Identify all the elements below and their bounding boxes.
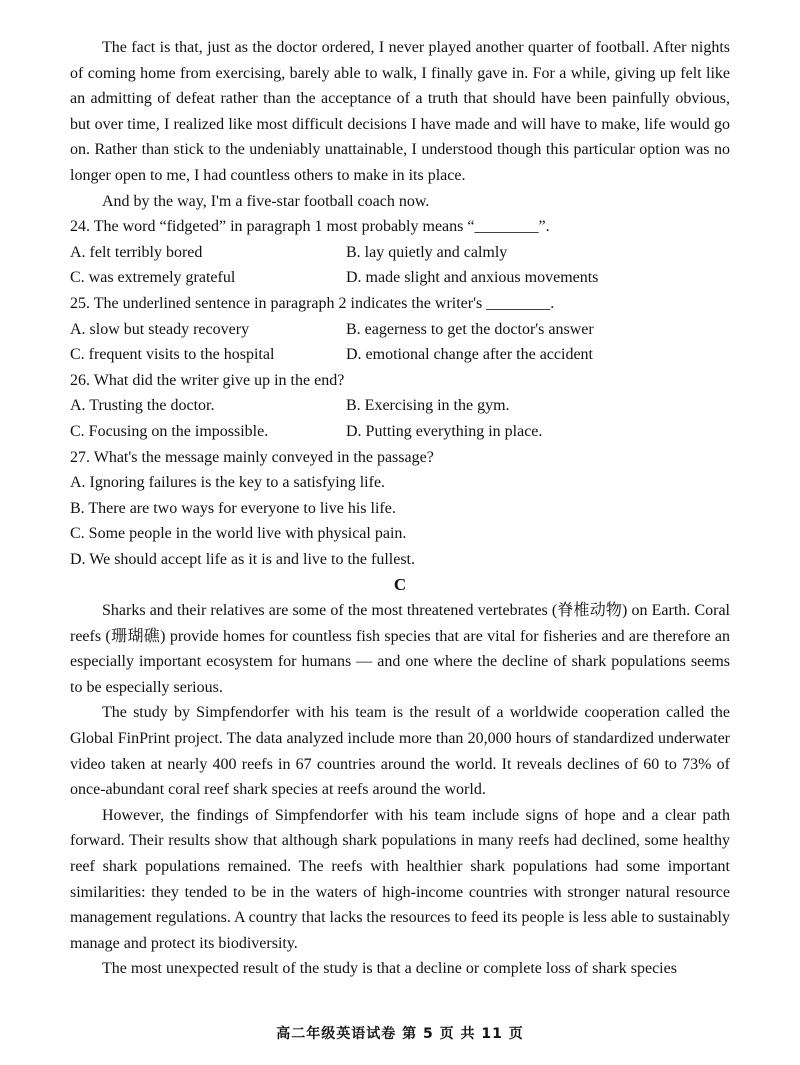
page-footer: 高二年级英语试卷 第 5 页 共 11 页 bbox=[276, 1026, 524, 1042]
question-24 bbox=[70, 214, 730, 291]
question-stem: 25. The underlined sentence in paragraph 2 indicates the writer's ________. bbox=[70, 294, 555, 312]
option-a: A. felt terribly bored bbox=[70, 243, 203, 261]
option-a: A. Ignoring failures is the key to a satisfying life. bbox=[70, 474, 386, 492]
option-b: B. eagerness to get the doctor's answer bbox=[346, 320, 594, 338]
option-d: D. We should accept life as it is and live to the fullest. bbox=[70, 550, 415, 568]
section-heading: C bbox=[393, 575, 407, 595]
passage-b-paragraph: And by the way, I'm a five-star football coach now. bbox=[102, 192, 430, 210]
passage-c-paragraph: The most unexpected result of the study is that a decline or complete loss of shark species bbox=[102, 960, 677, 978]
passage-c-paragraph: However, the findings of Simpfendorfer with his team include signs of hope and a clear path forward. Their results show that although shark populations in many reefs had declined, some healthy reef shark populations remained. The reefs with healthier shark populations had some important similarities: they tended to be in the waters of high-income countries with stronger natural resource management regulations. A country that lacks the resources to feed its people is less able to sustainably manage and protect its biodiversity. bbox=[70, 806, 730, 952]
question-27 bbox=[70, 445, 730, 573]
question-stem: 27. What's the message mainly conveyed in the passage? bbox=[70, 448, 434, 466]
question-stem: 24. The word “fidgeted” in paragraph 1 most probably means “________”. bbox=[70, 218, 550, 236]
passage-c-paragraph: The study by Simpfendorfer with his team is the result of a worldwide cooperation called the Global FinPrint project. The data analyzed include more than 20,000 hours of standardized underwater video taken at nearly 400 reefs in 67 countries around the world. It reveals declines of 60 to 73% of once-abundant coral reef shark species at reefs around the world. bbox=[70, 704, 730, 799]
option-b: B. Exercising in the gym. bbox=[346, 397, 510, 415]
option-d: D. emotional change after the accident bbox=[346, 346, 593, 364]
question-26 bbox=[70, 368, 730, 445]
option-c: C. was extremely grateful bbox=[70, 269, 236, 287]
option-b: B. lay quietly and calmly bbox=[346, 243, 508, 261]
passage-b-paragraph: The fact is that, just as the doctor ordered, I never played another quarter of football. After nights of coming home from exercising, barely able to walk, I finally gave in. For a while, giving up felt like an admitting of defeat rather than the acceptance of a truth that should have been painfully obvious, but over time, I realized like most difficult decisions I have made and will have to make, life would go on. Rather than stick to the undeniably unattainable, I understood though this particular option was no longer open to me, I had countless others to make in its place. bbox=[70, 39, 730, 184]
option-a: A. Trusting the doctor. bbox=[70, 397, 215, 415]
option-c: C. Focusing on the impossible. bbox=[70, 422, 269, 440]
option-c: C. Some people in the world live with physical pain. bbox=[70, 525, 407, 543]
option-c: C. frequent visits to the hospital bbox=[70, 346, 275, 364]
option-d: D. made slight and anxious movements bbox=[346, 269, 599, 287]
question-stem: 26. What did the writer give up in the end? bbox=[70, 371, 345, 389]
passage-c-paragraph: Sharks and their relatives are some of the most threatened vertebrates (脊椎动物) on Earth. Coral reefs (珊瑚礁) provide homes for countless fish species that are vital for fisheries and are therefore an especially important ecosystem for humans — and one where the decline of shark populations seems to be especially serious. bbox=[70, 602, 730, 696]
option-b: B. There are two ways for everyone to live his life. bbox=[70, 499, 396, 517]
option-d: D. Putting everything in place. bbox=[346, 422, 543, 440]
question-25 bbox=[70, 291, 730, 368]
option-a: A. slow but steady recovery bbox=[70, 320, 250, 338]
